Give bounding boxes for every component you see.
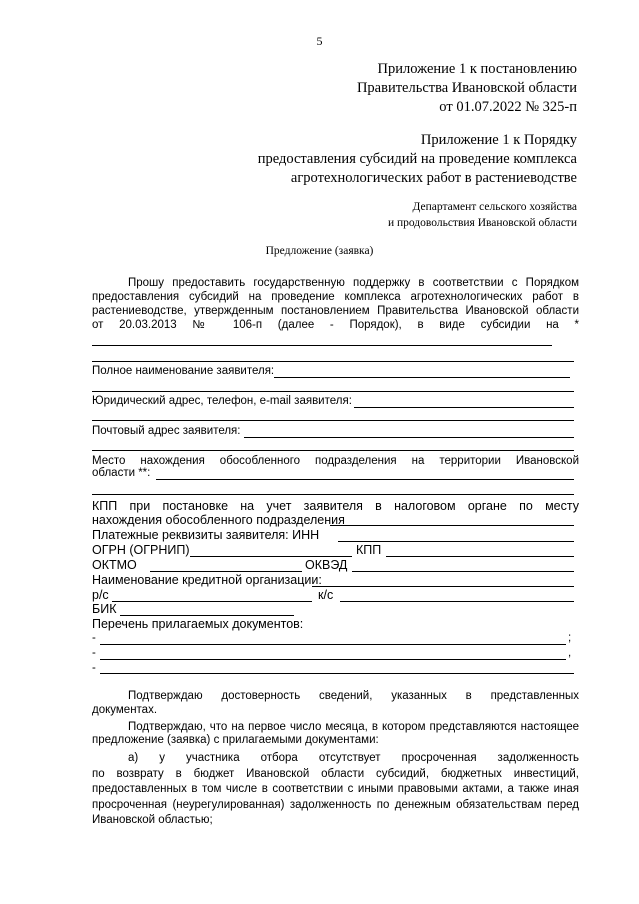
header2-line2: предоставления субсидий на проведение комплекса — [257, 151, 577, 167]
ogrn-input-line[interactable] — [190, 556, 352, 557]
bik-label: БИК — [92, 602, 117, 616]
blank-line[interactable] — [92, 420, 574, 421]
header1-line3: от 01.07.2022 № 325-п — [439, 99, 577, 115]
item-a-line2: по возврату в бюджет Ивановской области субсидий, бюджетных инвестиций, — [92, 767, 579, 780]
kpp-input-line[interactable] — [386, 556, 574, 557]
page-number: 5 — [316, 34, 323, 48]
bik-input-line[interactable] — [120, 615, 294, 616]
intro-line1: Прошу предоставить государственную поддержку в соответствии с Порядком — [128, 277, 579, 289]
legal-address-label: Юридический адрес, телефон, e-mail заявителя: — [92, 395, 352, 407]
intro-line3: растениеводстве, утвержденным постановлением Правительства Ивановской области — [92, 305, 579, 317]
doc-comma: , — [568, 647, 572, 659]
header1-line1: Приложение 1 к постановлению — [377, 61, 577, 77]
bank-name-label: Наименование кредитной организации: — [92, 573, 322, 587]
oktmo-input-line[interactable] — [150, 571, 302, 572]
intro-paragraph — [92, 276, 579, 332]
postal-address-input-line[interactable] — [244, 437, 574, 438]
rs-input-line[interactable] — [112, 601, 312, 602]
oktmo-label: ОКТМО — [92, 558, 137, 572]
confirm2-line2: предложение (заявка) с прилагаемыми документами: — [92, 734, 379, 746]
confirm-date — [92, 721, 579, 747]
item-a — [92, 751, 579, 829]
intro-line4: от 20.03.2013 № 106-п (далее - Порядок), в виде субсидии на * — [92, 319, 579, 331]
department-line2: и продовольствия Ивановской области — [387, 217, 577, 229]
ks-label: к/с — [318, 588, 334, 602]
header-appendix-procedure — [258, 131, 577, 188]
docs-list-label: Перечень прилагаемых документов: — [92, 617, 304, 631]
doc-input-line-3[interactable] — [100, 673, 574, 674]
blank-line[interactable] — [92, 494, 574, 495]
inn-input-line[interactable] — [338, 541, 574, 542]
form-title: Предложение (заявка) — [265, 245, 374, 257]
doc-semicolon: ; — [568, 632, 572, 644]
blank-line[interactable] — [92, 391, 574, 392]
kpp-label-line1: КПП при постановке на учет заявителя в налоговом органе по месту — [92, 499, 579, 513]
department-line1: Департамент сельского хозяйства — [412, 201, 577, 213]
confirm-accuracy — [92, 689, 579, 717]
intro-line2: предоставления субсидий на проведение комплекса агротехнологических работ в — [92, 291, 579, 303]
location-label-line1: Место нахождения обособленного подразделения на территории Ивановской — [92, 455, 579, 467]
header-appendix-resolution — [357, 60, 577, 117]
doc-dash: - — [92, 632, 96, 644]
doc-dash: - — [92, 662, 96, 674]
kpp-location-input-line[interactable] — [330, 525, 574, 526]
doc-input-line-2[interactable] — [100, 659, 566, 660]
blank-line[interactable] — [92, 345, 552, 346]
payment-inn-label: Платежные реквизиты заявителя: ИНН — [92, 528, 320, 542]
addressee — [388, 199, 577, 231]
header2-line3: агротехнологических работ в растениеводстве — [290, 170, 577, 186]
rs-label: р/с — [92, 588, 109, 602]
okved-input-line[interactable] — [352, 571, 574, 572]
doc-input-line-1[interactable] — [100, 644, 566, 645]
kpp-label-line2: нахождения обособленного подразделения — [92, 513, 345, 527]
header2-line1: Приложение 1 к Порядку — [420, 132, 577, 148]
item-a-line4: просроченная (неурегулированная) задолженность по денежным обязательствам перед — [92, 798, 579, 811]
bank-name-input-line[interactable] — [312, 586, 574, 587]
blank-line[interactable] — [92, 361, 574, 362]
okved-label: ОКВЭД — [305, 558, 348, 572]
location-input-line[interactable] — [156, 479, 574, 480]
location-label-line2: области **: — [92, 467, 151, 479]
full-name-input-line[interactable] — [274, 377, 570, 378]
legal-address-input-line[interactable] — [354, 407, 574, 408]
confirm1-line1: Подтверждаю достоверность сведений, указанных в представленных — [128, 690, 579, 702]
full-name-label: Полное наименование заявителя: — [92, 365, 275, 377]
ks-input-line[interactable] — [340, 601, 574, 602]
kpp-short-label: КПП — [356, 543, 382, 557]
confirm1-line2: документах. — [92, 704, 158, 716]
confirm2-line1: Подтверждаю, что на первое число месяца, в котором представляются настоящее — [128, 721, 579, 733]
item-a-line5: Ивановской областью; — [92, 814, 213, 826]
header1-line2: Правительства Ивановской области — [356, 80, 577, 96]
postal-address-label: Почтовый адрес заявителя: — [92, 425, 241, 437]
doc-dash: - — [92, 647, 96, 659]
item-a-line1: а) у участника отбора отсутствует просроченная задолженность — [128, 752, 579, 764]
item-a-line3: предоставленных в том числе в соответствии с иными правовыми актами, а также иная — [92, 783, 579, 795]
blank-line[interactable] — [92, 450, 574, 451]
ogrn-label: ОГРН (ОГРНИП) — [92, 543, 190, 557]
